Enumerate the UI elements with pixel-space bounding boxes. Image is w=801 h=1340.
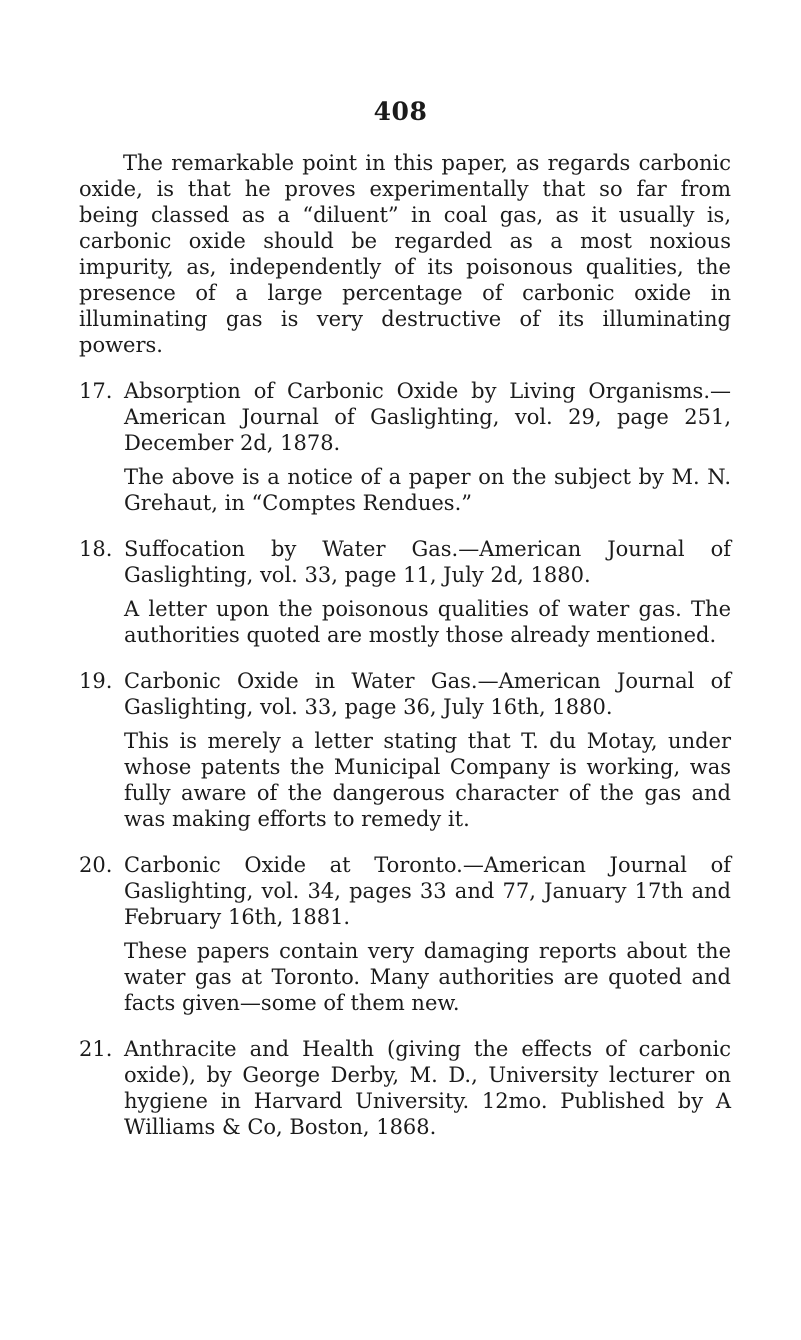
entry-number: 18. bbox=[79, 537, 113, 561]
page-body bbox=[79, 150, 731, 1160]
bibliography-entry-17 bbox=[79, 378, 731, 516]
entry-citation: Carbonic Oxide in Water Gas.—American Journal of Gaslighting, vol. 33, page 36, July 16th, 1880. bbox=[124, 669, 731, 719]
entry-number: 21. bbox=[79, 1037, 113, 1061]
bibliography-entry-18 bbox=[79, 536, 731, 648]
entry-citation: Suffocation by Water Gas.—American Journal of Gaslighting, vol. 33, page 11, July 2d, 1880. bbox=[124, 537, 731, 587]
bibliography-entry-21 bbox=[79, 1036, 731, 1140]
entry-citation: Anthracite and Health (giving the effects of carbonic oxide), by George Derby, M. D., University lecturer on hygiene in Harvard University. 12mo. Published by A Williams & Co, Boston, 1868. bbox=[124, 1037, 731, 1139]
entry-citation: Absorption of Carbonic Oxide by Living Organisms.—American Journal of Gaslighting, vol. 29, page 251, December 2d, 1878. bbox=[124, 379, 731, 455]
entry-number: 19. bbox=[79, 669, 113, 693]
entry-note: A letter upon the poisonous qualities of water gas. The authorities quoted are mostly those already mentioned. bbox=[124, 597, 731, 647]
entry-note: This is merely a letter stating that T. du Motay, under whose patents the Municipal Company is working, was fully aware of the dangerous character of the gas and was making efforts to remedy it. bbox=[124, 729, 731, 831]
continued-paragraph: The remarkable point in this paper, as regards carbonic oxide, is that he proves experimentally that so far from being classed as a “diluent” in coal gas, as it usually is, carbonic oxide should be regarded as a most noxious impurity, as, independently of its poisonous qualities, the presence of a large percentage of carbonic oxide in illuminating gas is very destructive of its illuminating powers. bbox=[79, 151, 731, 357]
entry-note: These papers contain very damaging reports about the water gas at Toronto. Many authorities are quoted and facts given—some of them new. bbox=[124, 939, 731, 1015]
entry-note: The above is a notice of a paper on the subject by M. N. Grehaut, in “Comptes Rendues.” bbox=[124, 465, 731, 515]
bibliography-entry-19 bbox=[79, 668, 731, 832]
entry-citation: Carbonic Oxide at Toronto.—American Journal of Gaslighting, vol. 34, pages 33 and 77, January 17th and February 16th, 1881. bbox=[124, 853, 731, 929]
entry-number: 20. bbox=[79, 853, 113, 877]
page-number: 408 bbox=[373, 97, 428, 126]
entry-number: 17. bbox=[79, 379, 113, 403]
bibliography-entry-20 bbox=[79, 852, 731, 1016]
